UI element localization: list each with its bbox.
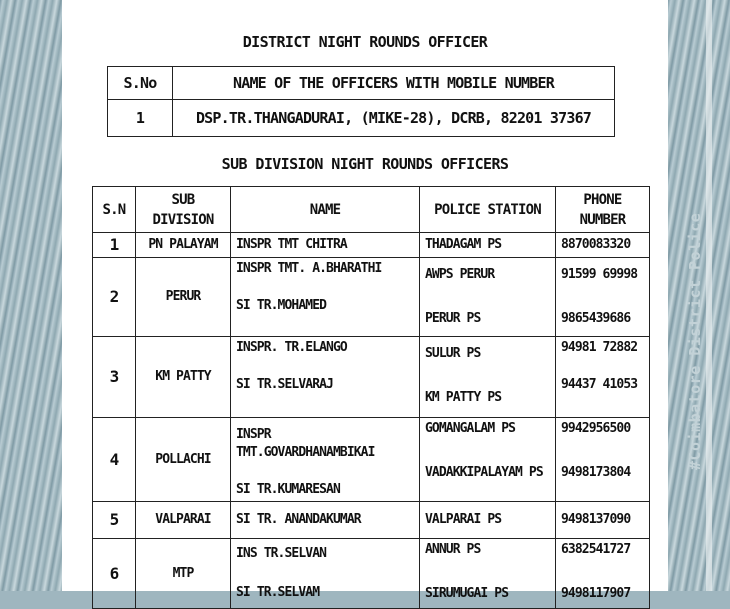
cell-division: POLLACHI: [136, 418, 231, 502]
station-line1: SULUR PS: [425, 346, 481, 361]
cell-station: [420, 418, 556, 502]
table-row: [93, 418, 650, 502]
cell-sn: 2: [93, 258, 136, 337]
phone-line2: 9498117907: [561, 586, 631, 601]
column-header-phone: [556, 187, 650, 233]
cell-sn: 6: [93, 539, 136, 609]
cell-phone: [556, 418, 650, 502]
phone-line1: 91599 69998: [561, 267, 638, 282]
district-title: DISTRICT NIGHT ROUNDS OFFICER: [242, 33, 488, 51]
cell-station: [420, 258, 556, 337]
cell-sn: 1: [93, 233, 136, 258]
table-header-row: [93, 187, 650, 233]
district-officer-table: [107, 66, 615, 137]
station-line1: ANNUR PS: [425, 542, 481, 557]
column-header-subdivision: [136, 187, 231, 233]
phone-header-line1: PHONE: [583, 191, 622, 208]
cell-station: [420, 539, 556, 609]
cell-officer: DSP.TR.THANGADURAI, (MIKE-28), DCRB, 82201 37367: [173, 100, 615, 137]
name-line2: SI TR.SELVARAJ: [236, 377, 333, 392]
station-line2: KM PATTY PS: [425, 390, 502, 405]
cell-division: KM PATTY: [136, 337, 231, 418]
table-row: [108, 100, 615, 137]
cell-sn: 4: [93, 418, 136, 502]
cell-station: THADAGAM PS: [420, 233, 556, 258]
station-line2: PERUR PS: [425, 311, 481, 326]
table-row: [93, 337, 650, 418]
phone-line2: 9498173804: [561, 465, 631, 480]
cell-phone: 9498137090: [556, 502, 650, 539]
cell-phone: 8870083320: [556, 233, 650, 258]
name-line1: INSPR TMT.GOVARDHANAMBIKAI: [236, 427, 375, 460]
cell-phone: [556, 337, 650, 418]
left-photo-border: [0, 0, 62, 591]
station-line2: SIRUMUGAI PS: [425, 586, 509, 601]
subdivision-header-line2: DIVISION: [152, 211, 214, 228]
column-header-officer: NAME OF THE OFFICERS WITH MOBILE NUMBER: [173, 67, 615, 100]
cell-name: [231, 258, 420, 337]
name-line2: SI TR.KUMARESAN: [236, 482, 340, 497]
station-line1: GOMANGALAM PS: [425, 421, 516, 436]
cell-sn: 5: [93, 502, 136, 539]
subdivision-header-line1: SUB: [171, 191, 195, 208]
sub-division-title: SUB DIVISION NIGHT ROUNDS OFFICERS: [221, 155, 509, 173]
name-line2: SI TR.SELVAM: [236, 585, 320, 600]
phone-line1: 94981 72882: [561, 340, 638, 355]
cell-division: VALPARAI: [136, 502, 231, 539]
table-row: [93, 539, 650, 609]
cell-name: SI TR. ANANDAKUMAR: [231, 502, 420, 539]
cell-name: [231, 539, 420, 609]
phone-line2: 94437 41053: [561, 377, 638, 392]
phone-line2: 9865439686: [561, 311, 631, 326]
table-row: [93, 502, 650, 539]
cell-division: PERUR: [136, 258, 231, 337]
table-header-row: [108, 67, 615, 100]
cell-station: VALPARAI PS: [420, 502, 556, 539]
station-line1: AWPS PERUR: [425, 267, 495, 282]
table-row: [93, 258, 650, 337]
phone-line1: 6382541727: [561, 542, 631, 557]
cell-sn: 3: [93, 337, 136, 418]
column-header-name: NAME: [231, 187, 420, 233]
phone-header-line2: NUMBER: [579, 211, 626, 228]
station-line2: VADAKKIPALAYAM PS: [425, 465, 543, 480]
cell-name: [231, 418, 420, 502]
name-line1: INSPR. TR.ELANGO: [236, 340, 347, 355]
name-line1: INS TR.SELVAN: [236, 546, 327, 561]
sub-division-table: [92, 186, 650, 609]
cell-station: [420, 337, 556, 418]
column-header-sn: S.N: [93, 187, 136, 233]
cell-name: [231, 337, 420, 418]
cell-phone: [556, 539, 650, 609]
cell-sno: 1: [108, 100, 173, 137]
phone-line1: 9942956500: [561, 421, 631, 436]
column-header-station: POLICE STATION: [420, 187, 556, 233]
table-row: [93, 233, 650, 258]
cell-phone: [556, 258, 650, 337]
cell-division: PN PALAYAM: [136, 233, 231, 258]
cell-name: INSPR TMT CHITRA: [231, 233, 420, 258]
cell-division: MTP: [136, 539, 231, 609]
name-line2: SI TR.MOHAMED: [236, 298, 327, 313]
column-header-sno: S.No: [108, 67, 173, 100]
watermark-text: #Coimbatore District Police: [686, 212, 704, 470]
name-line1: INSPR TMT. A.BHARATHI: [236, 261, 382, 276]
